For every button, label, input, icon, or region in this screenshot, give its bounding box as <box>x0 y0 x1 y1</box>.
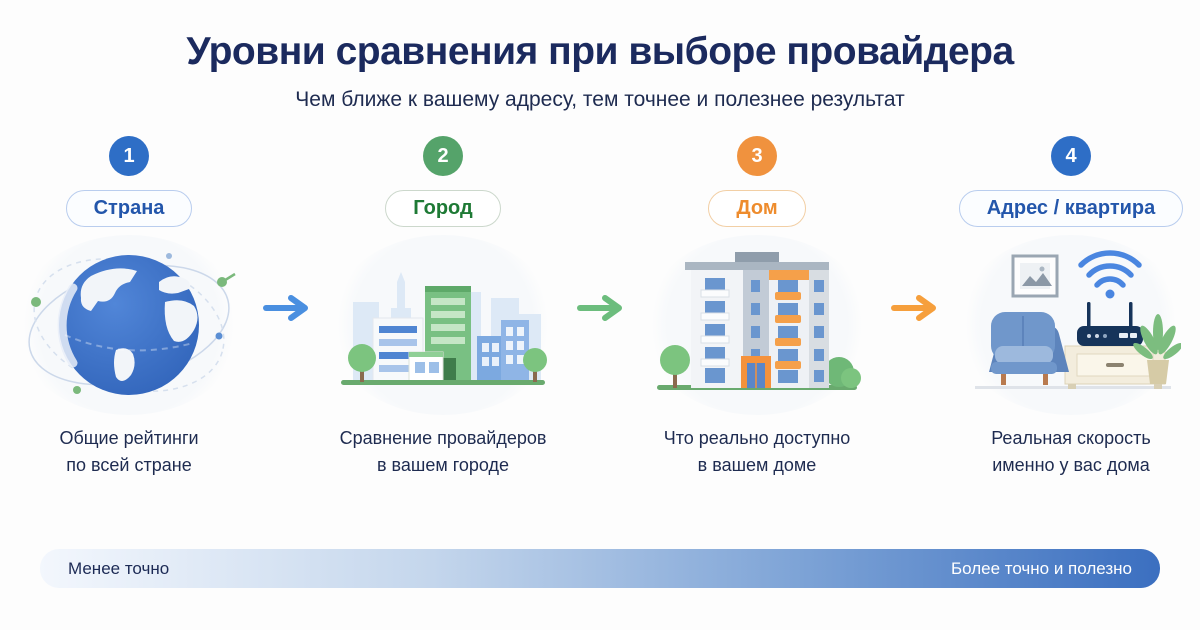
step-4-caption: Реальная скорость именно у вас дома <box>991 428 1151 475</box>
step-2-caption: Сравнение провайдеров в вашем городе <box>339 428 547 475</box>
steps-row <box>0 136 1200 479</box>
page-title: Уровни сравнения при выборе провайдера <box>186 30 1014 73</box>
step-2-label-pill: Город <box>385 190 500 227</box>
step-3-caption: Что реально доступно в вашем доме <box>663 428 851 475</box>
city-illustration <box>328 235 558 415</box>
arrow-city-to-house <box>572 294 628 322</box>
step-1-label-pill: Страна <box>66 190 193 227</box>
step-4-label-pill: Адрес / квартира <box>959 190 1184 227</box>
step-3-number-badge: 3 <box>737 136 777 176</box>
arrow-right-icon <box>577 294 623 322</box>
room-with-router-illustration <box>956 235 1186 415</box>
step-4-number-badge: 4 <box>1051 136 1091 176</box>
page-subtitle: Чем ближе к вашему адресу, тем точнее и полезнее результат <box>295 88 905 111</box>
more-accurate-label: Более точно и полезно <box>950 558 1132 578</box>
step-city <box>314 136 572 479</box>
arrow-country-to-city <box>258 294 314 322</box>
arrow-right-icon <box>891 294 937 322</box>
apartment-building-illustration <box>642 235 872 415</box>
arrow-right-icon <box>263 294 309 322</box>
step-house <box>628 136 886 479</box>
accuracy-gradient-bar <box>40 549 1160 588</box>
step-1-number-badge: 1 <box>109 136 149 176</box>
step-3-label-pill: Дом <box>708 190 805 227</box>
step-country <box>0 136 258 479</box>
step-2-number-badge: 2 <box>423 136 463 176</box>
less-accurate-label: Менее точно <box>68 558 170 578</box>
arrow-house-to-apartment <box>886 294 942 322</box>
step-apartment <box>942 136 1200 479</box>
step-1-caption: Общие рейтинги по всей стране <box>59 428 199 475</box>
globe-illustration <box>14 235 244 415</box>
